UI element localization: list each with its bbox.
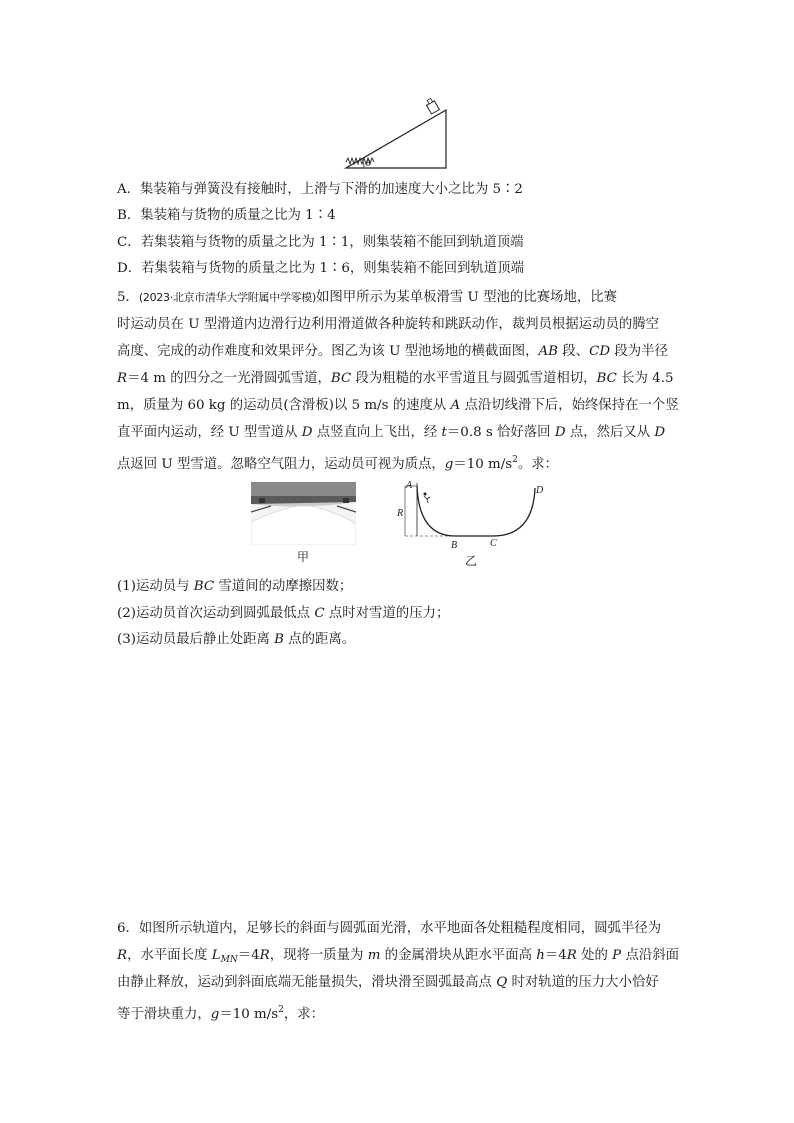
q5-sub-2 [117, 605, 449, 623]
q5-text: ＝4 m 的四分之一光滑圆弧雪道， [127, 371, 331, 386]
q5-line-7 [117, 451, 558, 474]
q5-text: 长为 4.5 [616, 371, 674, 386]
q6-line-1: 6．如图所示轨道内，足够长的斜面与圆弧面光滑，水平地面各处粗糙程度相同，圆弧半径为 [117, 921, 662, 936]
q5-number: 5． [117, 290, 139, 305]
q6-text: ＝10 m/s [219, 1007, 279, 1022]
q6-line-3 [117, 974, 659, 992]
q5-var: A [450, 398, 461, 413]
q5-text: 段为粗糙的水平雪道且与圆弧雪道相切， [351, 371, 597, 386]
q5-text: 雪道间的动摩擦因数； [214, 579, 353, 594]
label-R: R [397, 508, 404, 519]
q5-text: 点，然后又从 [565, 425, 655, 440]
option-d: D．若集装箱与货物的质量之比为 1∶6，则集装箱不能回到轨道顶端 [117, 261, 524, 276]
q5-var: C [314, 606, 325, 621]
q5-line-2: 时运动员在 U 型滑道内边滑行边利用滑道做各种旋转和跳跃动作，裁判员根据运动员的腾空 [117, 317, 660, 332]
q6-text: ，求： [283, 1007, 324, 1022]
q6-subscript: MN [220, 955, 238, 965]
q5-text: ＝10 m/s [453, 457, 513, 472]
q5-text: 点竖直向上飞出，经 [312, 425, 442, 440]
q5-source: (2023·北京市清华大学附属中学零模) [138, 291, 316, 304]
q6-text: ＝4 [237, 948, 260, 963]
q5-text: 点沿切线滑下后，始终保持在一个竖 [460, 398, 679, 413]
q5-sub-1 [117, 578, 352, 596]
q6-superscript: 2 [278, 1005, 284, 1015]
q5-superscript: 2 [512, 455, 518, 465]
q6-text: 等于滑块重力， [117, 1007, 211, 1022]
incline-triangle [346, 110, 446, 168]
q5-text: 直平面内运动，经 U 型雪道从 [117, 425, 302, 440]
q5-text: (1)运动员与 [117, 579, 194, 594]
q6-var: h [536, 948, 545, 963]
q5-text: 段为半径 [610, 344, 668, 359]
q6-line-2 [117, 947, 679, 969]
q6-var: g [210, 1007, 220, 1022]
q5-text: m，质量为 60 kg 的运动员(含滑板)以 5 m/s 的速度从 [117, 398, 451, 413]
q6-text: 点沿斜面 [621, 948, 680, 963]
q6-var: R [259, 948, 270, 963]
q5-var: D [554, 425, 566, 440]
q5-text: 如图甲所示为某单板滑雪 U 型池的比赛场地，比赛 [316, 290, 617, 305]
label-B: B [451, 540, 458, 551]
label-C: C [490, 538, 497, 549]
q5-line-3 [117, 343, 668, 361]
q5-var: BC [596, 371, 617, 386]
option-c: C．若集装箱与货物的质量之比为 1∶1，则集装箱不能回到轨道顶端 [117, 235, 524, 250]
q6-line-4 [117, 1001, 324, 1024]
q5-text: (2)运动员首次运动到圆弧最低点 [117, 606, 315, 621]
q5-line-4 [117, 370, 673, 388]
q6-var: R [117, 948, 128, 963]
q6-var: P [612, 948, 622, 963]
container-box [425, 97, 440, 114]
figure-yi-label: 乙 [465, 554, 478, 568]
q5-text: ＝0.8 s 恰好落回 [446, 425, 555, 440]
label-D: D [536, 485, 544, 496]
q5-text: 。求： [517, 457, 559, 472]
skier-icon [424, 493, 431, 504]
q5-var: t [441, 425, 447, 440]
q5-text: 点时对雪道的压力； [324, 606, 450, 621]
q6-text: 由静止释放，运动到斜面底端无能量损失，滑块滑至圆弧最高点 [117, 975, 497, 990]
q6-text: 处的 [576, 948, 613, 963]
figure-jia-label: 甲 [297, 550, 310, 564]
option-a: A．集装箱与弹簧没有接触时，上滑与下滑的加速度大小之比为 5∶2 [117, 182, 523, 197]
q6-var: Q [496, 975, 508, 990]
q5-var: B [274, 632, 284, 647]
q5-var: CD [589, 344, 611, 359]
q6-var: R [566, 948, 577, 963]
q6-text: ，水平面长度 [127, 948, 212, 963]
q5-line-1 [117, 289, 617, 307]
q5-var: g [444, 457, 454, 472]
q5-text: 高度、完成的动作难度和效果评分。图乙为该 U 型池场地的横截面图， [117, 344, 539, 359]
q5-line-6 [117, 424, 665, 442]
q5-text: 点返回 U 型雪道。忽略空气阻力，运动员可视为质点， [117, 457, 445, 472]
incline-figure [340, 92, 460, 172]
q6-text: 时对轨道的压力大小恰好 [507, 975, 659, 990]
q5-var: BC [330, 371, 352, 386]
q6-text: ，现将一质量为 [269, 948, 368, 963]
q5-text: 点的距离。 [283, 632, 356, 647]
q5-var: BC [193, 579, 215, 594]
q6-text: 的金属滑块从距水平面高 [380, 948, 537, 963]
option-b: B．集装箱与货物的质量之比为 1∶4 [117, 208, 336, 223]
q5-sub-3 [117, 631, 355, 649]
angle-label: θ [366, 158, 371, 168]
q5-var: D [301, 425, 313, 440]
photo-halfpipe [251, 482, 356, 545]
q5-text: (3)运动员最后静止处距离 [117, 632, 275, 647]
q5-var: D [654, 425, 666, 440]
q6-var: L [211, 948, 221, 963]
q5-text: 段、 [558, 344, 590, 359]
q5-var: AB [538, 344, 559, 359]
q5-var: R [117, 371, 128, 386]
label-A: A [406, 480, 413, 491]
q6-text: ＝4 [544, 948, 567, 963]
q6-var: m [367, 948, 381, 963]
q5-line-5 [117, 397, 679, 415]
